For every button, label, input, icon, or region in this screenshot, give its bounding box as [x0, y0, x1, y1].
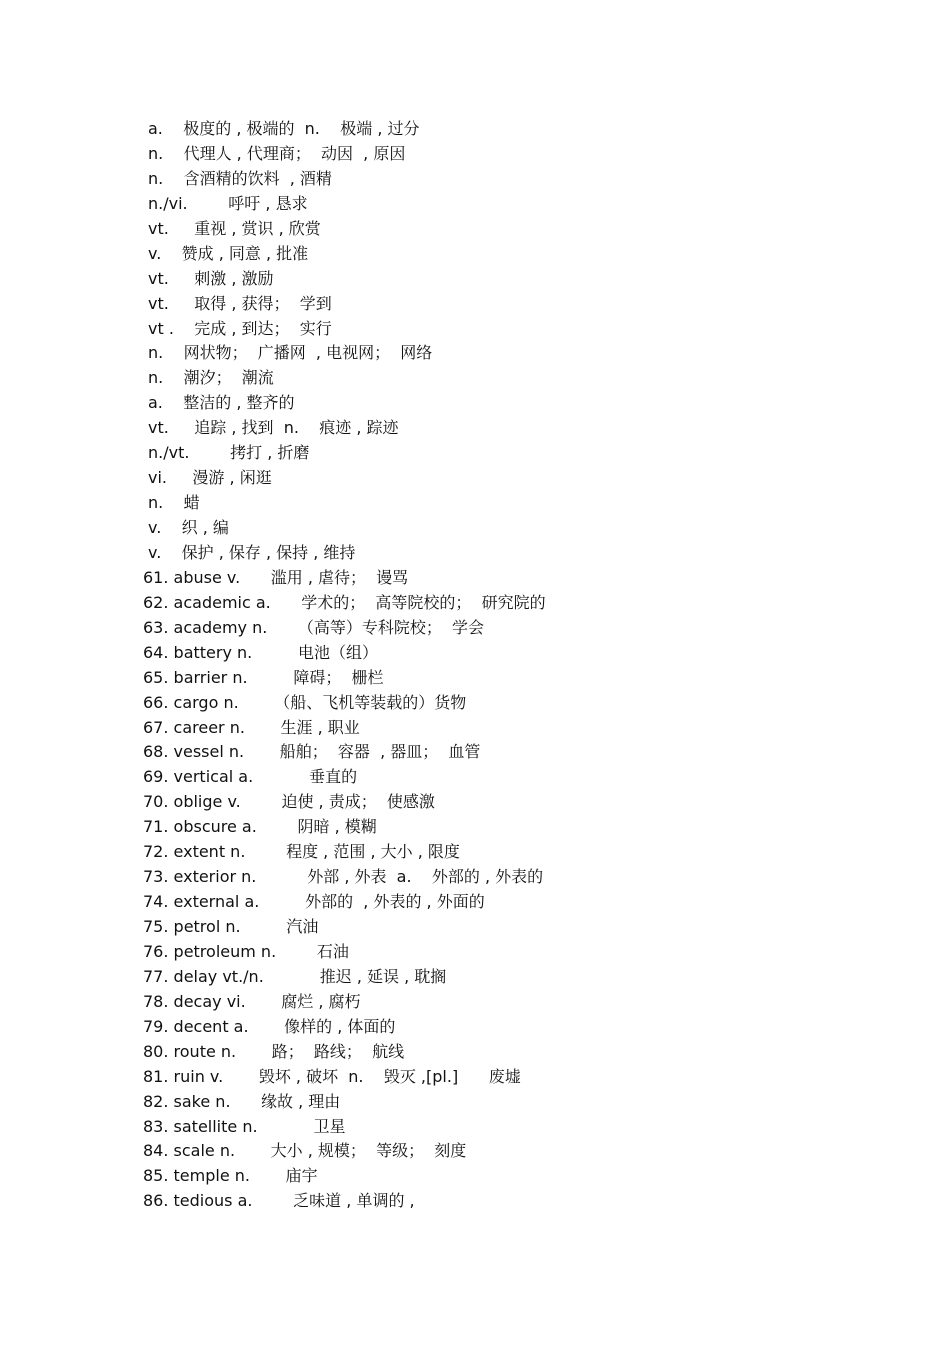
vocab-entry	[0, 566, 950, 591]
vocab-entry	[0, 192, 950, 217]
vocab-entry	[0, 616, 950, 641]
vocab-entry-text: n./vt. 拷打 , 折磨	[148, 443, 310, 463]
vocab-entry	[0, 641, 950, 666]
vocab-entry	[0, 1090, 950, 1115]
vocab-entry-text: 85. temple n. 庙宇	[143, 1166, 318, 1186]
vocab-entry	[0, 890, 950, 915]
vocab-entry	[0, 1115, 950, 1140]
vocab-entry	[0, 491, 950, 516]
vocab-entry-text: 73. exterior n. 外部 , 外表 a. 外部的 , 外表的	[143, 867, 544, 887]
vocab-entry	[0, 391, 950, 416]
vocab-entry	[0, 1040, 950, 1065]
vocab-entry	[0, 1164, 950, 1189]
vocab-entry-text: vt. 取得 , 获得； 学到	[148, 293, 332, 313]
vocab-entry-text: 86. tedious a. 乏味道 , 单调的 ,	[143, 1191, 415, 1211]
vocab-entry-text: vt. 重视 , 赏识 , 欣赏	[148, 218, 321, 238]
vocab-entry-text: 75. petrol n. 汽油	[143, 917, 319, 936]
vocab-entry	[0, 790, 950, 815]
vocab-entry	[0, 716, 950, 741]
vocab-entry	[0, 765, 950, 790]
vocab-entry-text: n. 代理人 , 代理商； 动因 , 原因	[148, 143, 406, 163]
vocab-entry-text: 63. academy n. （高等）专科院校； 学会	[143, 617, 484, 637]
vocab-entry-text: 72. extent n. 程度 , 范围 , 大小 , 限度	[143, 842, 460, 862]
vocab-entry-text: 78. decay vi. 腐烂 , 腐朽	[143, 991, 361, 1011]
vocab-entry-text: v. 织 , 编	[148, 518, 229, 537]
vocab-entry	[0, 965, 950, 990]
vocab-entry-text: 66. cargo n. （船、飞机等装载的）货物	[143, 692, 467, 712]
vocab-entry-text: a. 整洁的 , 整齐的	[148, 393, 295, 413]
vocab-entry	[0, 915, 950, 940]
vocab-entry	[0, 691, 950, 716]
vocab-entry-text: n. 网状物； 广播网 , 电视网； 网络	[148, 343, 433, 363]
vocab-entry-text: 74. external a. 外部的 , 外表的 , 外面的	[143, 892, 485, 912]
vocab-entry	[0, 441, 950, 466]
vocab-entry	[0, 840, 950, 865]
vocab-entry-text: 70. oblige v. 迫使 , 责成； 使感激	[143, 792, 435, 812]
vocab-entry-text: v. 赞成 , 同意 , 批准	[148, 243, 309, 263]
vocab-entry-text: vt . 完成 , 到达； 实行	[148, 318, 332, 338]
vocab-entry	[0, 341, 950, 366]
vocab-entry-text: 61. abuse v. 滥用 , 虐待； 谩骂	[143, 567, 409, 587]
vocab-entry-text: 81. ruin v. 毁坏 , 破坏 n. 毁灭 ,[pl.] 废墟	[143, 1066, 521, 1086]
vocab-entry-text: 83. satellite n. 卫星	[143, 1116, 346, 1136]
vocab-entry	[0, 242, 950, 267]
vocab-entry-text: n. 含酒精的饮料 , 酒精	[148, 168, 332, 188]
vocab-entry-text: 82. sake n. 缘故 , 理由	[143, 1091, 341, 1111]
vocab-entry	[0, 516, 950, 541]
vocab-entry-text: vi. 漫游 , 闲逛	[148, 468, 272, 488]
vocab-entry-text: 62. academic a. 学术的； 高等院校的； 研究院的	[143, 592, 546, 612]
vocab-entry-text: 71. obscure a. 阴暗 , 模糊	[143, 817, 377, 837]
vocab-entry-text: 77. delay vt./n. 推迟 , 延误 , 耽搁	[143, 966, 447, 986]
vocab-entry	[0, 1065, 950, 1090]
vocab-entry-text: 79. decent a. 像样的 , 体面的	[143, 1016, 396, 1036]
vocab-entry	[0, 167, 950, 192]
vocab-entry-text: n. 蜡	[148, 493, 200, 513]
vocab-entry	[0, 217, 950, 242]
vocab-entry	[0, 541, 950, 566]
vocab-entry-text: 65. barrier n. 障碍； 栅栏	[143, 667, 384, 687]
vocab-entry	[0, 666, 950, 691]
vocab-entry	[0, 317, 950, 342]
vocab-entry-text: vt. 刺激 , 激励	[148, 268, 274, 288]
vocab-entry	[0, 416, 950, 441]
vocab-entry-text: 84. scale n. 大小 , 规模； 等级； 刻度	[143, 1141, 467, 1161]
vocab-entry	[0, 267, 950, 292]
vocab-entry	[0, 1139, 950, 1164]
vocabulary-list	[0, 117, 950, 1214]
vocab-entry	[0, 366, 950, 391]
vocab-entry	[0, 740, 950, 765]
vocab-entry-text: vt. 追踪 , 找到 n. 痕迹 , 踪迹	[148, 418, 399, 438]
vocab-entry-text: n./vi. 呼吁 , 恳求	[148, 193, 308, 213]
vocab-entry	[0, 990, 950, 1015]
vocab-entry	[0, 142, 950, 167]
vocab-entry-text: 76. petroleum n. 石油	[143, 941, 349, 961]
vocab-entry	[0, 117, 950, 142]
vocab-entry-text: 69. vertical a. 垂直的	[143, 767, 358, 787]
vocab-entry	[0, 591, 950, 616]
vocab-entry	[0, 1015, 950, 1040]
vocab-entry-text: 67. career n. 生涯 , 职业	[143, 717, 360, 737]
vocab-entry-text: v. 保护 , 保存 , 保持 , 维持	[148, 542, 356, 562]
vocab-entry-text: a. 极度的 , 极端的 n. 极端 , 过分	[148, 119, 420, 138]
vocab-entry-text: n. 潮汐； 潮流	[148, 368, 274, 388]
vocab-entry	[0, 940, 950, 965]
vocab-entry	[0, 815, 950, 840]
vocab-entry	[0, 1189, 950, 1214]
vocab-entry-text: 64. battery n. 电池（组）	[143, 642, 379, 662]
vocab-entry-text: 80. route n. 路； 路线； 航线	[143, 1041, 405, 1061]
vocab-entry	[0, 292, 950, 317]
vocab-entry	[0, 865, 950, 890]
vocab-entry-text: 68. vessel n. 船舶； 容器 , 器皿； 血管	[143, 742, 481, 762]
vocab-entry	[0, 466, 950, 491]
